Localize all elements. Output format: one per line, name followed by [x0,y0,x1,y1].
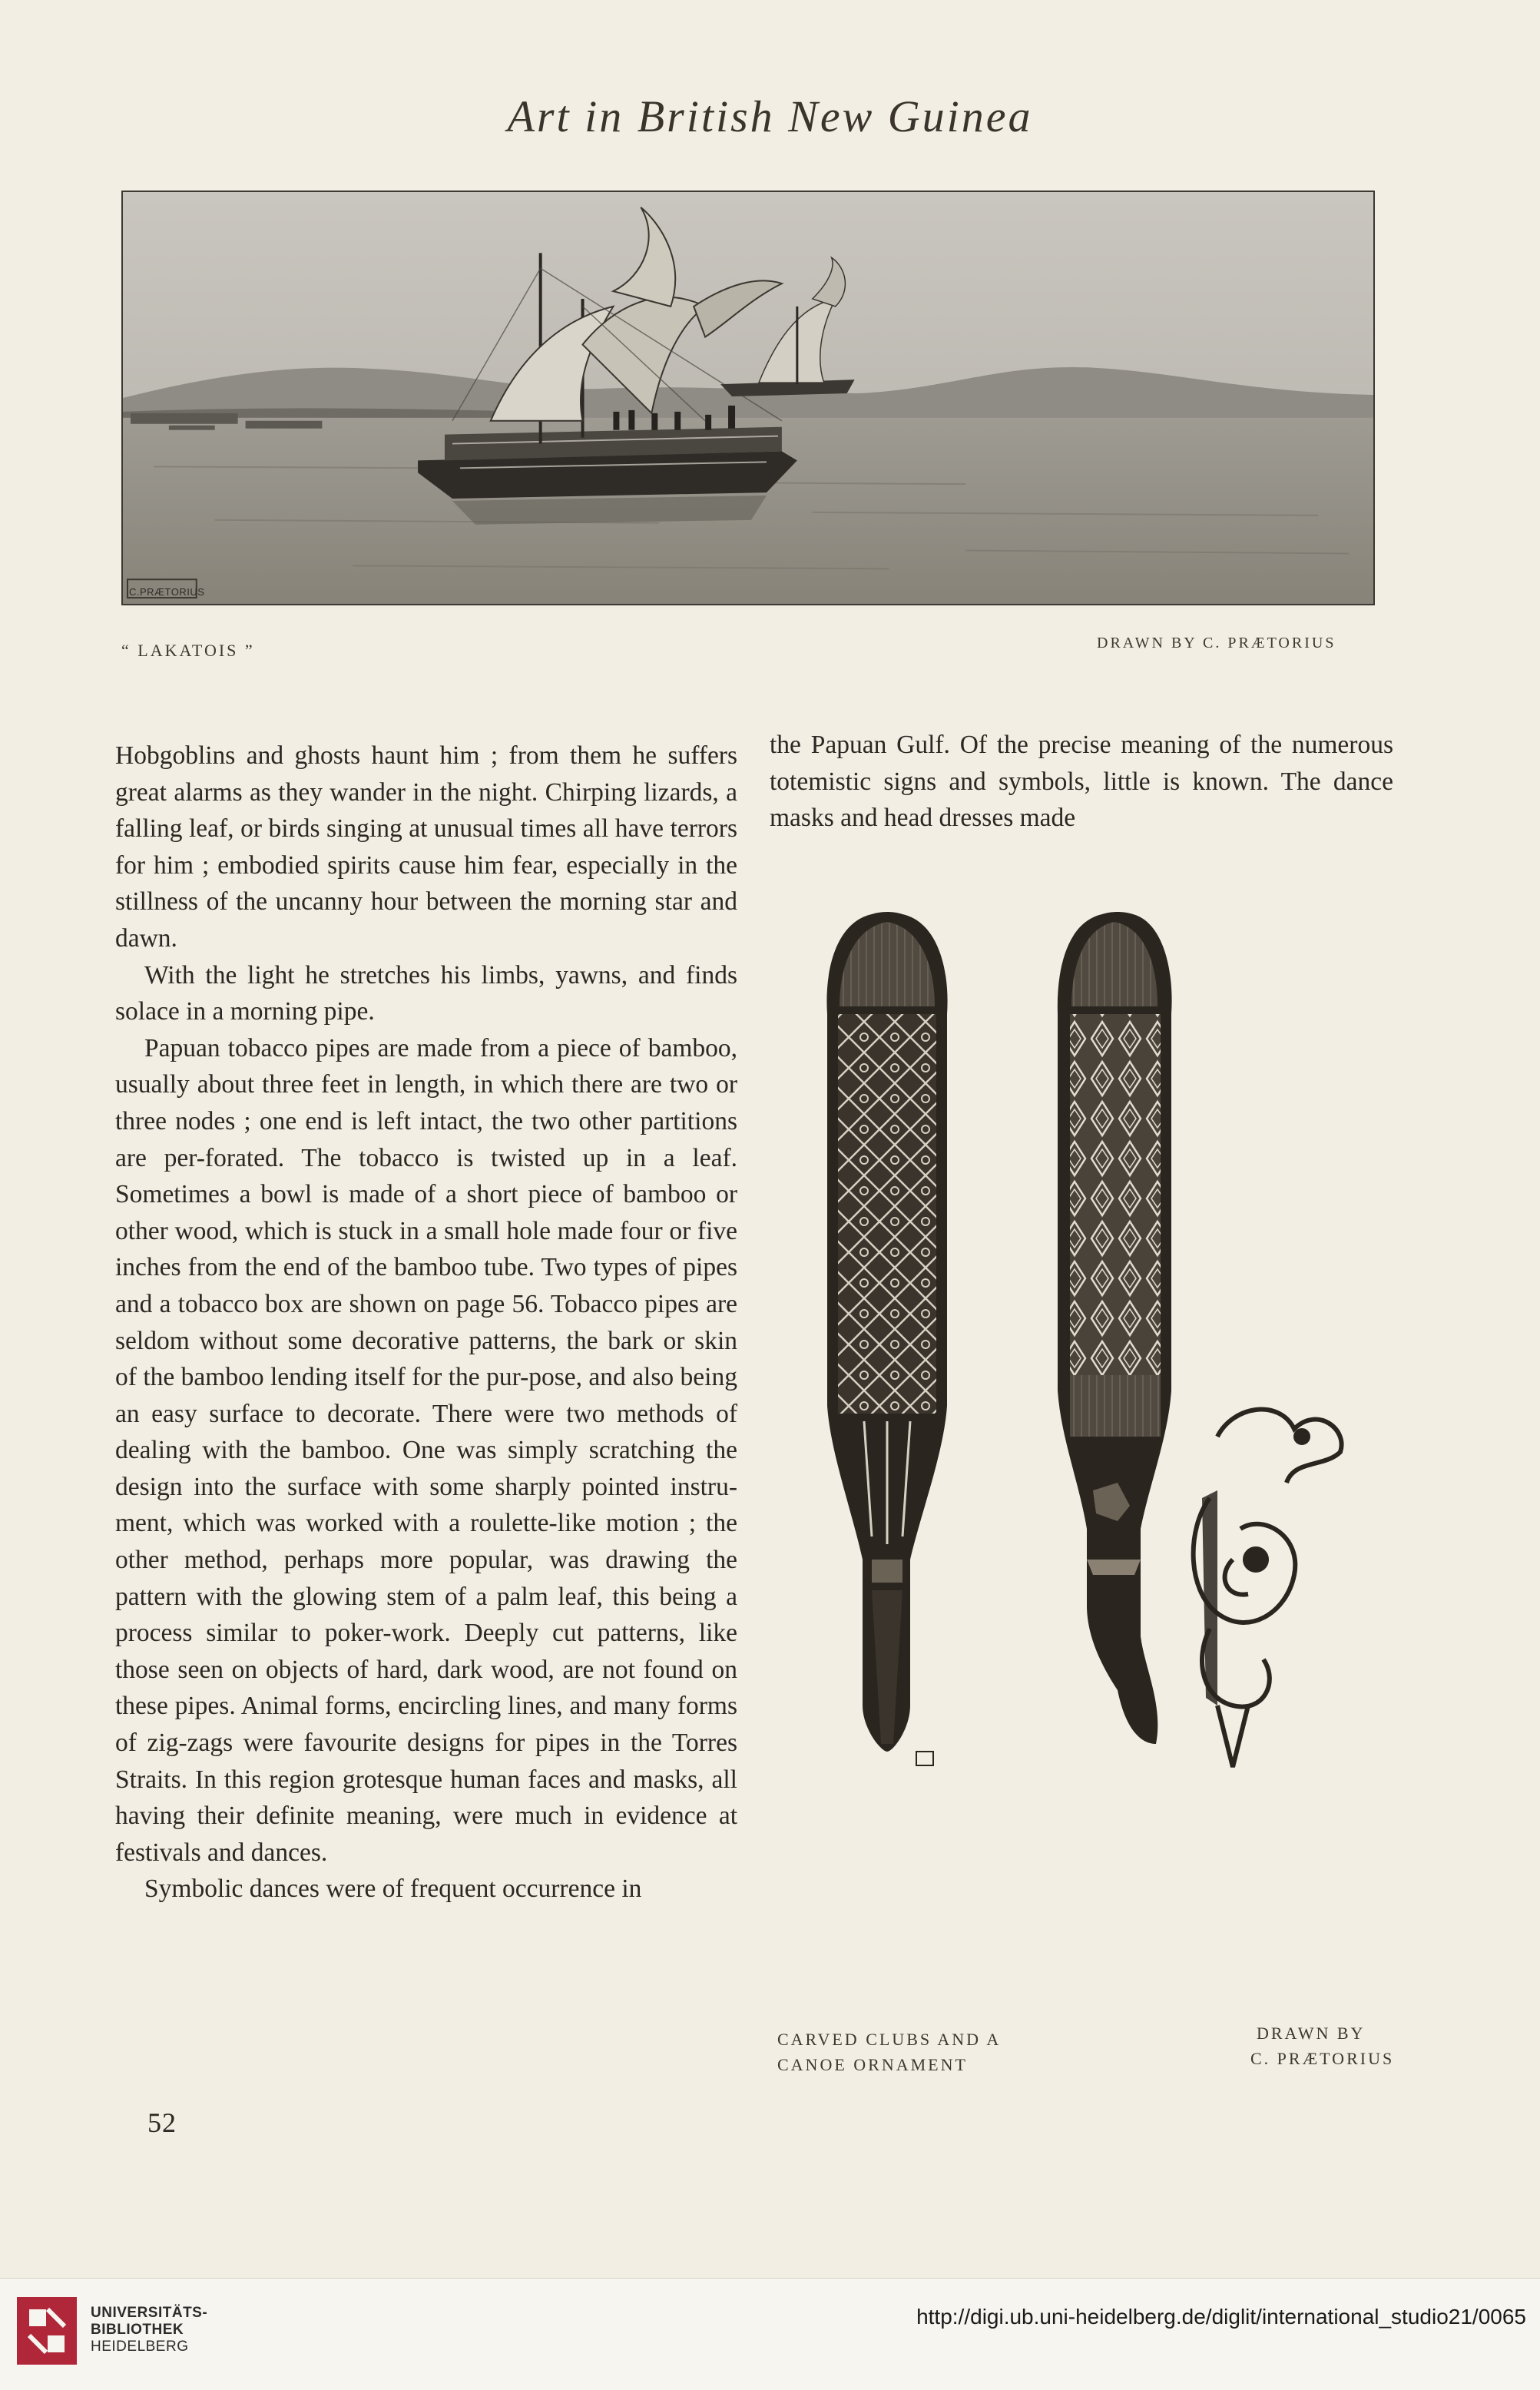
paragraph-3: Papuan tobacco pipes are made from a piece of bamboo, usually about three feet in length, in which there are two or three nodes ; one end is left intact, the two other partitions are per-forated. The tobacco is twisted up in a leaf. Sometimes a bowl is made of a short piece of bamboo or other wood, which is stuck in a small hole made four or five inches from the end of the bamboo tube. Two types of pipes and a tobacco box are shown on page 56. Tobacco pipes are seldom without some decorative patterns, the bark or skin of the bamboo lending itself for the pur-pose, and also being an easy surface to decorate. There were two methods of dealing with the bamboo. One was simply scratching the design into the surface with some sharply pointed instru-ment, which was worked with a roulette-like motion ; the other method, perhaps more popular, was drawing the pattern with the glowing stem of a palm leaf, this being a process similar to poker-work. Deeply cut patterns, like those seen on objects of hard, dark wood, are not found on these pipes. Animal forms, encircling lines, and many forms of zig-zags were favourite designs for pipes in the Torres Straits. In this region grotesque human faces and masks, all having their definite meaning, were much in evidence at festivals and dances. [115,1033,737,1867]
running-head: Art in British New Guinea [507,91,1033,141]
right-club [1058,912,1172,1744]
paragraph-2: With the light he stretches his limbs, yawns, and finds solace in a morning pipe. [115,960,737,1026]
left-column [115,738,737,1908]
clubs-caption-right-2: C. PRÆTORIUS [1250,2049,1395,2068]
clubs-caption-left-1: CARVED CLUBS AND A [777,2030,1002,2049]
lakatois-illustration [121,191,1375,605]
digitization-footer [0,2278,1540,2390]
clubs-caption-left-2: CANOE ORNAMENT [777,2055,968,2074]
university-library-logo [14,2294,80,2368]
artist-signature: C.PRÆTORIUS [129,586,205,598]
paragraph-4: Symbolic dances were of frequent occurrence in [144,1875,642,1904]
clubs-illustration [757,899,1417,2036]
plate-caption-right: DRAWN BY C. PRÆTORIUS [1097,635,1336,651]
left-club [826,912,947,1765]
plate-caption-left: “ LAKATOIS ” [121,641,255,660]
clubs-caption-right-1: DRAWN BY [1257,2024,1366,2043]
paragraph-1: Hobgoblins and ghosts haunt him ; from them he suffers great alarms as they wander in the night. Chirping lizards, a falling leaf, or birds singing at unusual times all have terrors for him ; embodied spirits cause him fear, especially in the stillness of the uncanny hour between the morning star and dawn. [115,741,737,953]
library-name: UNIVERSITÄTS- BIBLIOTHEK HEIDELBERG [91,2305,208,2355]
source-url-link[interactable]: http://digi.ub.uni-heidelberg.de/diglit/international_studio21/0065 [916,2305,1526,2329]
page-number: 52 [147,2107,177,2138]
right-column [770,727,1393,837]
right-paragraph: the Papuan Gulf. Of the precise meaning of the numerous totemistic signs and symbols, little is known. The dance masks and head dresses made [770,731,1393,833]
